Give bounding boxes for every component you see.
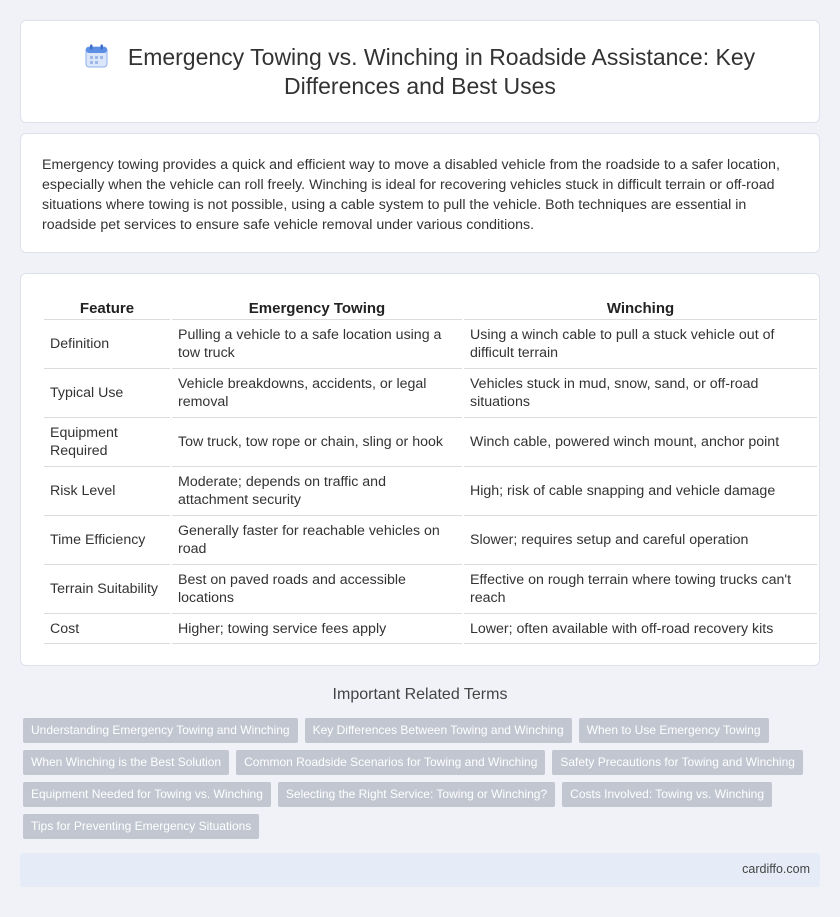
related-term-tag[interactable]: Selecting the Right Service: Towing or Winching?	[278, 782, 555, 807]
footer-site-link[interactable]: cardiffo.com	[742, 862, 810, 876]
related-term-tag[interactable]: Safety Precautions for Towing and Winching	[552, 750, 803, 775]
row-feature: Equipment Required	[44, 418, 170, 467]
table-row	[44, 467, 817, 516]
row-feature: Risk Level	[44, 467, 170, 516]
row-winching: Lower; often available with off-road recovery kits	[464, 614, 817, 644]
row-winching: Winch cable, powered winch mount, anchor point	[464, 418, 817, 467]
row-towing: Tow truck, tow rope or chain, sling or hook	[172, 418, 462, 467]
row-towing: Higher; towing service fees apply	[172, 614, 462, 644]
row-towing: Pulling a vehicle to a safe location using a tow truck	[172, 320, 462, 369]
related-term-tag[interactable]: When to Use Emergency Towing	[579, 718, 769, 743]
table-row	[44, 418, 817, 467]
row-winching: Vehicles stuck in mud, snow, sand, or off-road situations	[464, 369, 817, 418]
page-title	[21, 43, 819, 101]
related-term-tag[interactable]: Common Roadside Scenarios for Towing and Winching	[236, 750, 545, 775]
related-terms-heading: Important Related Terms	[332, 686, 508, 703]
table-row	[44, 320, 817, 369]
row-feature: Typical Use	[44, 369, 170, 418]
row-towing: Moderate; depends on traffic and attachment security	[172, 467, 462, 516]
related-term-tag[interactable]: Costs Involved: Towing vs. Winching	[562, 782, 772, 807]
table-row	[44, 614, 817, 644]
page-title-text: Emergency Towing vs. Winching in Roadside Assistance: Key Differences and Best Uses	[127, 44, 756, 99]
intro-card	[20, 133, 820, 253]
table-row	[44, 369, 817, 418]
related-term-tag[interactable]: Equipment Needed for Towing vs. Winching	[23, 782, 271, 807]
header-card	[20, 20, 820, 123]
related-term-tag[interactable]: When Winching is the Best Solution	[23, 750, 229, 775]
related-term-tag[interactable]: Understanding Emergency Towing and Winching	[23, 718, 298, 743]
comparison-card	[20, 273, 820, 666]
row-towing: Best on paved roads and accessible locations	[172, 565, 462, 614]
row-feature: Terrain Suitability	[44, 565, 170, 614]
related-terms-list	[23, 718, 813, 846]
intro-paragraph: Emergency towing provides a quick and efficient way to move a disabled vehicle from the roadside to a safer location, especially when the vehicle can roll freely. Winching is ideal for recovering vehicles stuck in difficult terrain or off-road situations where towing is not possible, using a cable system to pull the vehicle. Both techniques are essential in roadside pet services to ensure safe vehicle removal under various conditions.	[42, 157, 780, 233]
header-emergency-towing: Emergency Towing	[172, 294, 462, 320]
row-towing: Vehicle breakdowns, accidents, or legal removal	[172, 369, 462, 418]
footer	[20, 853, 820, 887]
row-towing: Generally faster for reachable vehicles on road	[172, 516, 462, 565]
row-feature: Time Efficiency	[44, 516, 170, 565]
calendar-icon	[85, 44, 108, 68]
row-winching: Using a winch cable to pull a stuck vehicle out of difficult terrain	[464, 320, 817, 369]
header-feature: Feature	[44, 294, 170, 320]
comparison-table	[42, 294, 819, 644]
row-feature: Cost	[44, 614, 170, 644]
related-term-tag[interactable]: Key Differences Between Towing and Winching	[305, 718, 572, 743]
row-winching: High; risk of cable snapping and vehicle damage	[464, 467, 817, 516]
row-feature: Definition	[44, 320, 170, 369]
row-winching: Effective on rough terrain where towing trucks can't reach	[464, 565, 817, 614]
header-winching: Winching	[464, 294, 817, 320]
table-row	[44, 565, 817, 614]
table-row	[44, 516, 817, 565]
row-winching: Slower; requires setup and careful operation	[464, 516, 817, 565]
table-header-row	[44, 294, 817, 320]
related-term-tag[interactable]: Tips for Preventing Emergency Situations	[23, 814, 259, 839]
